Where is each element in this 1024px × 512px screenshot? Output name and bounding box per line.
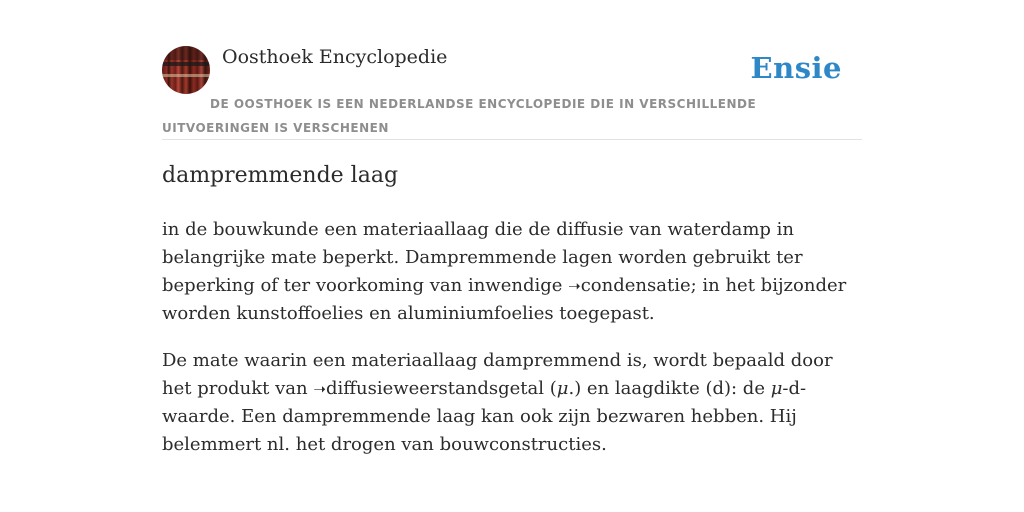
condensatie-link[interactable] <box>568 275 690 296</box>
encyclopedia-avatar[interactable] <box>162 46 210 94</box>
avatar-shade <box>162 46 210 60</box>
site-tagline: DE OOSTHOEK IS EEN NEDERLANDSE ENCYCLOPEDIE DIE IN VERSCHILLENDE UITVOERINGEN IS VERSCHENEN <box>162 97 757 135</box>
paragraph-text: .) en laagdikte (d): de <box>568 378 771 399</box>
link-arrow-icon: ➝ <box>313 380 326 398</box>
paragraph-text: De mate waarin een materiaallaag dampremmend is, wordt bepaald door het produkt van <box>162 350 833 399</box>
article-title: dampremmende laag <box>162 163 399 188</box>
mu-symbol: μ <box>556 378 569 399</box>
link-text[interactable]: condensatie <box>580 275 691 296</box>
diffusieweerstandsgetal-link[interactable] <box>313 378 544 399</box>
paragraph-text: ( <box>544 378 557 399</box>
article-paragraph <box>162 216 864 328</box>
site-name[interactable]: Oosthoek Encyclopedie <box>222 46 448 68</box>
paragraph-text: -d-waarde. Een dampremmende laag kan ook zijn bezwaren hebben. Hij belemmert nl. het drogen van bouwconstructies. <box>162 378 807 455</box>
paragraph-text: ; in het bijzonder worden kunstoffoelies en aluminiumfoelies toegepast. <box>162 275 847 324</box>
header-divider <box>162 139 862 140</box>
link-text[interactable]: diffusieweerstandsgetal <box>325 378 545 399</box>
brand-logo[interactable]: Ensie <box>750 51 842 85</box>
avatar-band <box>162 74 210 77</box>
article-paragraph <box>162 347 864 459</box>
link-arrow-icon: ➝ <box>568 277 581 295</box>
mu-symbol: μ <box>770 378 783 399</box>
paragraph-text: in de bouwkunde een materiaallaag die de diffusie van waterdamp in belangrijke mate beperkt. Dampremmende lagen worden gebruikt ter beperking of ter voorkoming van inwendige <box>162 219 803 296</box>
avatar-band <box>162 62 210 66</box>
